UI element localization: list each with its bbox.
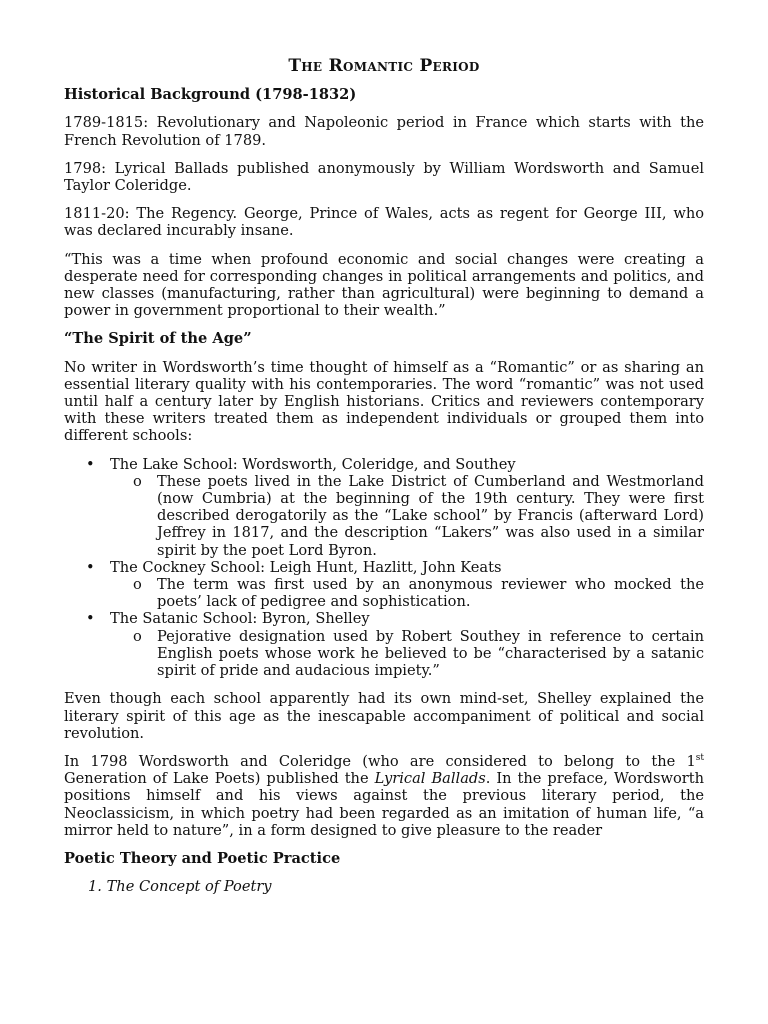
sub-bullet-icon: o [133,627,142,645]
paragraph-quote: “This was a time when profound economic and social changes were creating a desperate need for corresponding changes in political arrangements and politics, and new classes (manufacturing, rather than agricultural) were beginning to demand a power in government proportional to their wealth.” [64,250,704,320]
school-detail-list [110,576,704,610]
historical-background-heading: Historical Background (1798-1832) [64,86,357,104]
bullet-icon: • [86,455,95,473]
school-detail: The term was first used by an anonymous reviewer who mocked the poets’ lack of pedigree and sophistication. [157,576,704,611]
school-detail-list [110,628,704,680]
school-detail: Pejorative designation used by Robert Southey in reference to certain English poets whose work he believed to be “characterised by a satanic spirit of pride and audacious impiety.” [157,627,704,680]
list-item [64,878,704,895]
schools-list [64,456,704,680]
list-item [110,628,704,680]
paragraph-revolutionary-period: 1789-1815: Revolutionary and Napoleonic period in France which starts with the French Revolution of 1789. [64,114,704,149]
list-item [110,473,704,559]
ordinal-suffix: st [695,752,704,763]
school-name: The Satanic School: Byron, Shelley [110,610,370,628]
book-title: Lyrical Ballads [374,770,486,788]
paragraph-lyrical-ballads-preface [64,753,704,839]
school-detail-list [110,473,704,559]
text-fragment: Generation of Lake Poets) published the [64,770,375,788]
item-number: 1. [88,878,102,896]
historical-background-section [64,86,704,319]
paragraph-shelley: Even though each school apparently had its own mind-set, Shelley explained the literary spirit of this age as the inescapable accompaniment of political and social revolution. [64,690,704,742]
school-detail: These poets lived in the Lake District of Cumberland and Westmorland (now Cumbria) at the beginning of the 19th century. They were first described derogatorily as the “Lake school” by Francis (afterward Lord) Jeffrey in 1817, and the description “Lakers” was also used in a similar spirit by the poet Lord Byron. [157,472,704,559]
item-label: The Concept of Poetry [106,878,272,896]
school-name: The Cockney School: Leigh Hunt, Hazlitt, John Keats [110,558,502,576]
poetic-theory-heading: Poetic Theory and Poetic Practice [64,849,341,867]
paragraph-regency: 1811-20: The Regency. George, Prince of Wales, acts as regent for George III, who was declared incurably insane. [64,205,704,240]
page-title: The Romantic Period [288,56,480,76]
school-name: The Lake School: Wordsworth, Coleridge, and Southey [110,455,516,473]
sub-bullet-icon: o [133,576,142,594]
list-item [64,559,704,611]
spirit-of-age-heading: “The Spirit of the Age” [64,330,252,348]
text-fragment: In 1798 Wordsworth and Coleridge (who are considered to belong to the 1 [64,752,696,770]
paragraph-spirit-intro: No writer in Wordsworth’s time thought of himself as a “Romantic” or as sharing an essential literary quality with his contemporaries. The word “romantic” was not used until half a century later by English historians. Critics and reviewers contemporary with these writers treated them as independent individuals or grouped them into different schools: [64,358,704,445]
paragraph-lyrical-ballads-published: 1798: Lyrical Ballads published anonymously by William Wordsworth and Samuel Taylor Coleridge. [64,159,704,195]
text-fragment: . In the preface, Wordsworth positions himself and his views against the previous literary period, the Neoclassicism, in which poetry had been regarded as an imitation of human life, “a mirror held to nature”, in a form designed to give pleasure to the reader [64,770,705,839]
bullet-icon: • [86,558,95,576]
bullet-icon: • [86,610,95,628]
list-item [110,576,704,610]
poetic-theory-section [64,850,704,895]
sub-bullet-icon: o [133,472,142,490]
list-item [64,610,704,679]
list-item [64,456,704,559]
spirit-of-age-section [64,330,704,838]
